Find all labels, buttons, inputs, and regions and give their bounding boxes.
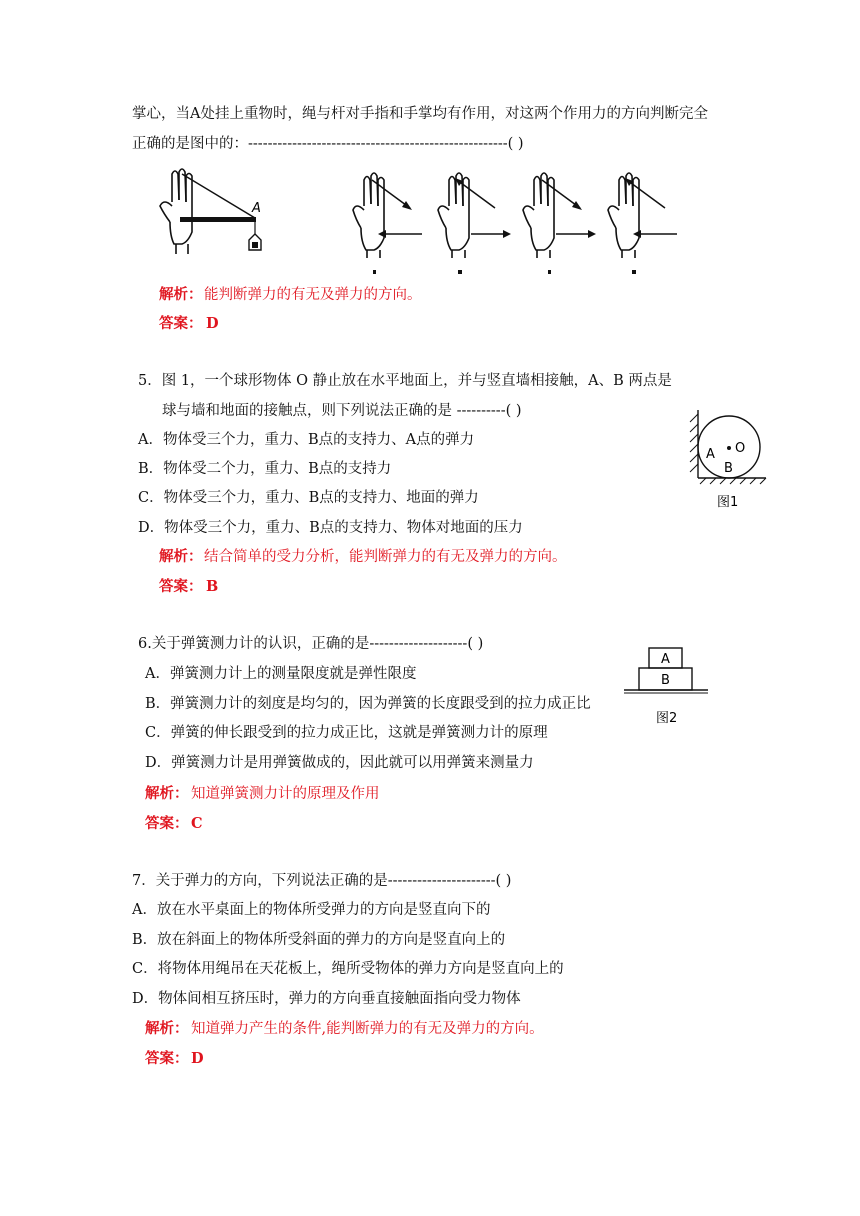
q6-answer-value: C [191, 815, 203, 832]
q4-point-a-label: A [252, 201, 261, 216]
q5-option-d: D．物体受三个力，重力、B点的支持力、物体对地面的压力 [138, 520, 523, 536]
q5-stem-line1: 5．图 1，一个球形物体 O 静止放在水平地面上，并与竖直墙相接触，A、B 两点是 [138, 373, 672, 389]
q4-analysis-label: 解析： [159, 286, 203, 303]
q5-stem-line2: 球与墙和地面的接触点，则下列说法正确的是 ----------( ) [162, 403, 522, 419]
q4-option-hand-1 [353, 173, 422, 258]
q4-option-hands-figure [340, 160, 690, 275]
q6-option-b: B．弹簧测力计的刻度是均匀的，因为弹簧的长度跟受到的拉力成正比 [145, 696, 591, 712]
q5-point-a-label: A [706, 447, 715, 462]
q6-answer-label: 答案： [145, 815, 189, 832]
q5-point-o-label: O [735, 441, 746, 456]
q7-answer-label: 答案： [145, 1050, 189, 1067]
q7-option-d: D．物体间相互挤压时，弹力的方向垂直接触面指向受力物体 [132, 991, 521, 1007]
q6-figure-caption: 图2 [656, 711, 678, 726]
q5-analysis-label: 解析： [159, 548, 203, 565]
q5-option-a: A．物体受三个力，重力、B点的支持力、A点的弹力 [138, 432, 475, 448]
q7-stem: 7．关于弹力的方向，下列说法正确的是----------------------( ) [132, 873, 512, 889]
q5-figure-1 [684, 408, 774, 510]
q4-stem-line2: 正确的是图中的：-----------------------------------------------------( ) [132, 136, 524, 152]
q6-option-d: D．弹簧测力计是用弹簧做成的，因此就可以用弹簧来测量力 [145, 755, 534, 771]
q4-answer-label: 答案： [159, 315, 203, 332]
q6-option-a: A．弹簧测力计上的测量限度就是弹性限度 [145, 666, 417, 682]
q4-reference-hand-figure [150, 162, 280, 257]
q5-answer-label: 答案： [159, 578, 203, 595]
q4-stem-line1: 掌心，当A处挂上重物时，绳与杆对手指和手掌均有作用，对这两个作用力的方向判断完全 [132, 106, 708, 122]
q5-figure-caption: 图1 [717, 495, 739, 510]
q6-analysis-label: 解析： [145, 785, 189, 802]
q6-block-a-label: A [661, 652, 670, 667]
q5-analysis-text: 结合简单的受力分析，能判断弹力的有无及弹力的方向。 [204, 549, 567, 565]
q5-option-c: C．物体受三个力，重力、B点的支持力、地面的弹力 [138, 490, 479, 506]
q5-option-b: B．物体受二个力，重力、B点的支持力 [138, 461, 392, 477]
q6-stem: 6.关于弹簧测力计的认识，正确的是--------------------( ) [138, 636, 484, 652]
q7-option-b: B．放在斜面上的物体所受斜面的弹力的方向是竖直向上的 [132, 932, 506, 948]
q7-analysis-label: 解析： [145, 1020, 189, 1037]
q6-block-b-label: B [661, 673, 670, 688]
q4-rope [182, 174, 255, 218]
q7-option-c: C．将物体用绳吊在天花板上，绳所受物体的弹力方向是竖直向上的 [132, 961, 564, 977]
q4-option-hand-2 [438, 173, 511, 258]
q5-point-b-label: B [724, 461, 733, 476]
q4-rod [180, 217, 256, 222]
q4-analysis-text: 能判断弹力的有无及弹力的方向。 [204, 287, 422, 303]
q4-answer-value: D [206, 315, 219, 332]
q7-analysis-text: 知道弹力产生的条件,能判断弹力的有无及弹力的方向。 [191, 1021, 544, 1037]
q4-option-hand-4 [608, 173, 677, 258]
q4-option-hand-3 [523, 173, 596, 258]
q6-analysis-text: 知道弹簧测力计的原理及作用 [191, 786, 380, 802]
q6-option-c: C．弹簧的伸长跟受到的拉力成正比，这就是弹簧测力计的原理 [145, 725, 548, 741]
q5-answer-value: B [206, 578, 219, 595]
q6-figure-2 [622, 646, 712, 730]
q7-answer-value: D [191, 1050, 204, 1067]
q7-option-a: A．放在水平桌面上的物体所受弹力的方向是竖直向下的 [132, 902, 491, 918]
